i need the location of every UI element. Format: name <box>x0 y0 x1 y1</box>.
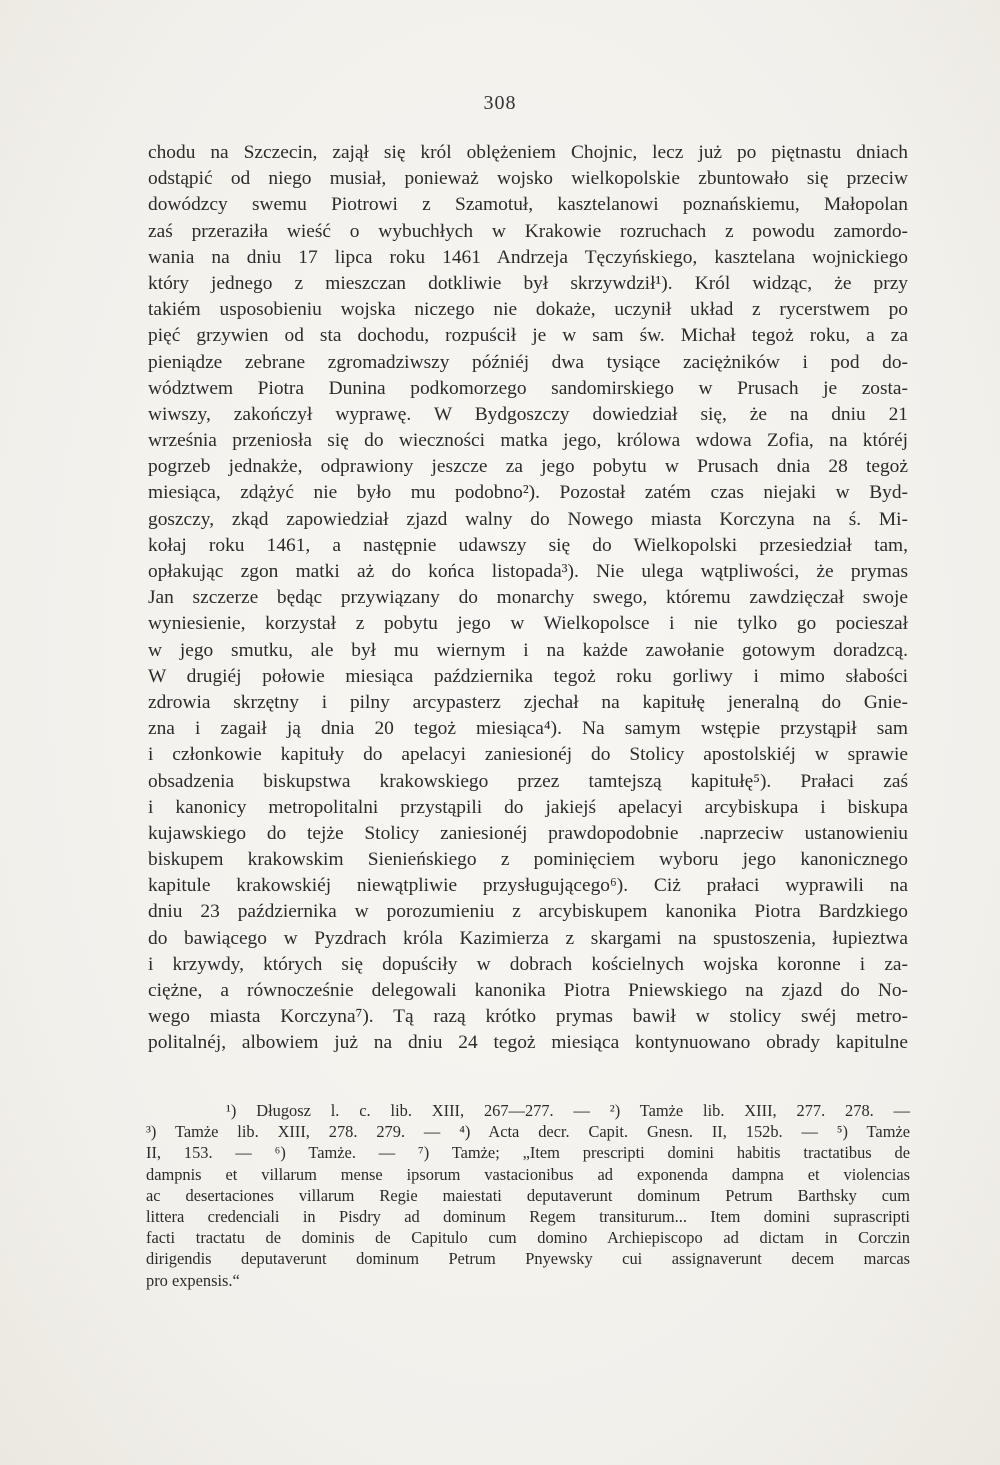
footnote-line: pro expensis.“ <box>146 1270 240 1290</box>
footnote-line: II, 153. — ⁶) Tamże. — ⁷) Tamże; „Item prescripti domini habitis tractatibus de <box>146 1143 910 1163</box>
text-line: takiém usposobieniu wojska niczego nie dokaże, uczynił układ z rycerstwem po <box>148 299 908 321</box>
footnote-line: dirigendis deputaverunt dominum Petrum Pnyewsky cui assignaverunt decem marcas <box>146 1249 910 1269</box>
text-line: wiwszy, zakończył wyprawę. W Bydgoszczy dowiedział się, że na dniu 21 <box>148 403 908 425</box>
footnote-line: facti tractatu de dominis de Capitulo cum domino Archiepiscopo ad dictam in Corczin <box>146 1228 910 1248</box>
page-number: 308 <box>483 92 517 114</box>
text-line: odstąpić od niego musiał, ponieważ wojsko wielkopolskie zbuntowało się przeciw <box>148 168 908 190</box>
text-line: dniu 23 października w porozumieniu z arcybiskupem kanonika Piotra Bardzkiego <box>148 901 908 923</box>
text-line: chodu na Szczecin, zajął się król oblężeniem Chojnic, lecz już po piętnastu dniach <box>148 142 908 163</box>
text-line: i kanonicy metropolitalni przystąpili do jakiejś apelacyi arcybiskupa i biskupa <box>148 796 908 818</box>
text-line: politalnéj, albowiem już na dniu 24 tegoż miesiąca kontynuowano obrady kapitulne <box>148 1032 908 1054</box>
footnote-line: littera credenciali in Pisdry ad dominum Regem transiturum... Item domini suprascripti <box>146 1206 910 1226</box>
footnote-line: ac desertaciones villarum Regie maiestati deputaverunt dominum Petrum Barthsky cum <box>146 1185 910 1205</box>
text-line: kołaj roku 1461, a następnie udawszy się do Wielkopolski przesiedział tam, <box>148 534 908 556</box>
text-line: pieniądze zebrane zgromadziwszy późniéj dwa tysiące zaciężników i pod do- <box>148 351 908 373</box>
text-line: do bawiącego w Pyzdrach króla Kazimierza z skargami na spustoszenia, łupieztwa <box>148 927 908 949</box>
text-line: W drugiéj połowie miesiąca października tegoż roku gorliwy i mimo słabości <box>148 665 908 687</box>
text-line: w jego smutku, ale był mu wiernym i na każde zawołanie gotowym doradzcą. <box>148 639 908 661</box>
text-line: zdrowia skrzętny i pilny arcypasterz zjechał na kapitułę jeneralną do Gnie- <box>148 691 908 713</box>
text-line: wego miasta Korczyna⁷). Tą razą krótko prymas bawił w stolicy swéj metro- <box>148 1006 908 1028</box>
text-line: wództwem Piotra Dunina podkomorzego sandomirskiego w Prusach je zosta- <box>148 377 908 399</box>
footnote-line: dampnis et villarum mense ipsorum vastacionibus ad exponenda dampna et violencias <box>146 1164 910 1184</box>
text-line: kujawskiego do tejże Stolicy zaniesionéj prawdopodobnie .naprzeciw ustanowieniu <box>148 822 908 844</box>
text-line: dowódzcy swemu Piotrowi z Szamotuł, kasztelanowi poznańskiemu, Małopolan <box>148 194 908 216</box>
text-line: ciężne, a równocześnie delegowali kanonika Piotra Pniewskiego na zjazd do No- <box>148 980 908 1001</box>
text-line: kapitule krakowskiéj niewątpliwie przysługującego⁶). Ciż prałaci wyprawili na <box>148 875 908 897</box>
text-line: miesiąca, zdążyć nie było mu podobno²). Pozostał zatém czas niejaki w Byd- <box>148 482 908 504</box>
text-line: zna i zagaił ją dnia 20 tegoż miesiąca⁴). Na samym wstępie przystąpił sam <box>148 718 908 740</box>
text-line: zaś przeraziła wieść o wybuchłych w Krakowie rozruchach z powodu zamordo- <box>148 220 908 242</box>
text-line: Jan szczerze będąc przywiązany do monarchy swego, któremu zawdzięczał swoje <box>148 587 908 609</box>
footnote-line: ³) Tamże lib. XIII, 278. 279. — ⁴) Acta decr. Capit. Gnesn. II, 152b. — ⁵) Tamże <box>146 1122 910 1142</box>
main-text-block <box>148 140 908 1057</box>
text-line: goszczy, zkąd zapowiedział zjazd walny do Nowego miasta Korczyna na ś. Mi- <box>148 508 908 530</box>
text-line: wania na dniu 17 lipca roku 1461 Andrzeja Tęczyńskiego, kasztelana wojnickiego <box>148 246 908 268</box>
text-line: i krzywdy, których się dopuściły w dobrach kościelnych wojska koronne i za- <box>148 953 908 975</box>
footnotes-block <box>146 1100 910 1291</box>
footnote-line: ¹) Długosz l. c. lib. XIII, 267—277. — ²) Tamże lib. XIII, 277. 278. — <box>226 1101 910 1120</box>
text-line: obsadzenia biskupstwa krakowskiego przez tamtejszą kapitułę⁵). Prałaci zaś <box>148 770 908 792</box>
text-line: wyniesienie, korzystał z pobytu jego w Wielkopolsce i nie tylko go pocieszał <box>148 613 908 635</box>
text-line: września przeniosła się do wieczności matka jego, królowa wdowa Zofia, na któréj <box>148 430 908 452</box>
text-line: pięć grzywien od sta dochodu, rozpuścił je w sam św. Michał tegoż roku, a za <box>148 325 908 347</box>
text-line: który jednego z mieszczan dotkliwie był skrzywdził¹). Król widząc, że przy <box>148 272 908 294</box>
text-line: opłakując zgon matki aż do końca listopada³). Nie ulega wątpliwości, że prymas <box>148 561 908 582</box>
text-line: i członkowie kapituły do apelacyi zaniesionéj do Stolicy apostolskiéj w sprawie <box>148 744 908 766</box>
text-line: pogrzeb jednakże, odprawiony jeszcze za jego pobytu w Prusach dnia 28 tegoż <box>148 456 908 478</box>
text-line: biskupem krakowskim Sienieńskiego z pominięciem wyboru jego kanonicznego <box>148 849 908 871</box>
